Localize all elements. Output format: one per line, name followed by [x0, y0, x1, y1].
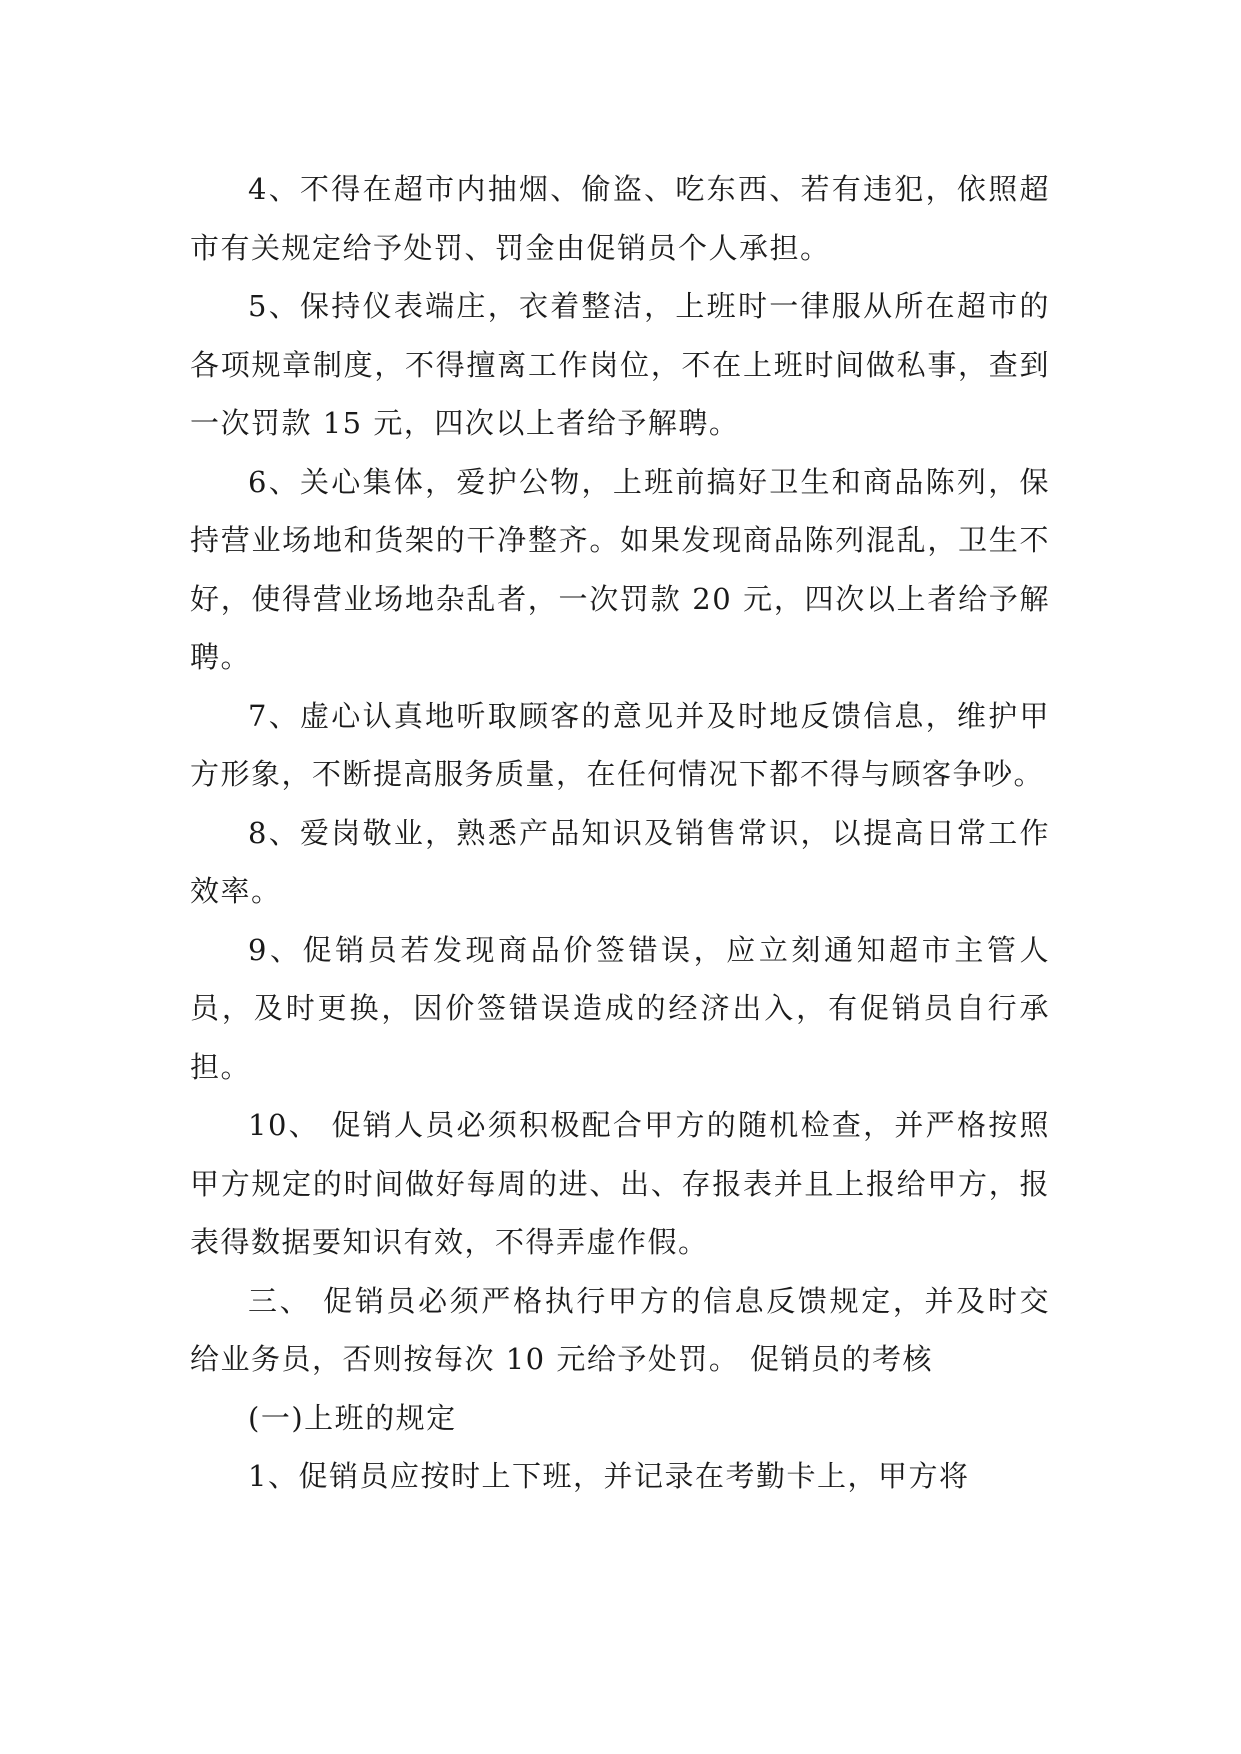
- paragraph-rule-6: 6、关心集体，爱护公物，上班前搞好卫生和商品陈列，保持营业场地和货架的干净整齐。如果发现商品陈列混乱，卫生不好，使得营业场地杂乱者，一次罚款 20 元，四次以上者给予解聘。: [190, 464, 1050, 674]
- paragraph-section-3: 三、 促销员必须严格执行甲方的信息反馈规定，并及时交给业务员，否则按每次 10 元给予处罚。 促销员的考核: [190, 1283, 1050, 1376]
- paragraph-rule-5: 5、保持仪表端庄，衣着整洁，上班时一律服从所在超市的各项规章制度，不得擅离工作岗位，不在上班时间做私事，查到一次罚款 15 元，四次以上者给予解聘。: [190, 289, 1050, 440]
- subsection-heading: (一)上班的规定: [248, 1400, 457, 1435]
- paragraph-attendance-1: 1、促销员应按时上下班，并记录在考勤卡上，甲方将: [248, 1459, 970, 1493]
- paragraph-rule-10: 10、 促销人员必须积极配合甲方的随机检查，并严格按照甲方规定的时间做好每周的进、出、存报表并且上报给甲方，报表得数据要知识有效，不得弄虚作假。: [190, 1108, 1050, 1259]
- document-body: [190, 160, 1050, 1506]
- paragraph-rule-4: 4、不得在超市内抽烟、偷盗、吃东西、若有违犯，依照超市有关规定给予处罚、罚金由促销员个人承担。: [190, 172, 1050, 265]
- paragraph-rule-8: 8、爱岗敬业，熟悉产品知识及销售常识，以提高日常工作效率。: [190, 815, 1050, 908]
- paragraph-rule-7: 7、虚心认真地听取顾客的意见并及时地反馈信息，维护甲方形象，不断提高服务质量，在任何情况下都不得与顾客争吵。: [190, 698, 1050, 791]
- paragraph-rule-9: 9、促销员若发现商品价签错误，应立刻通知超市主管人员，及时更换，因价签错误造成的经济出入，有促销员自行承担。: [190, 932, 1050, 1084]
